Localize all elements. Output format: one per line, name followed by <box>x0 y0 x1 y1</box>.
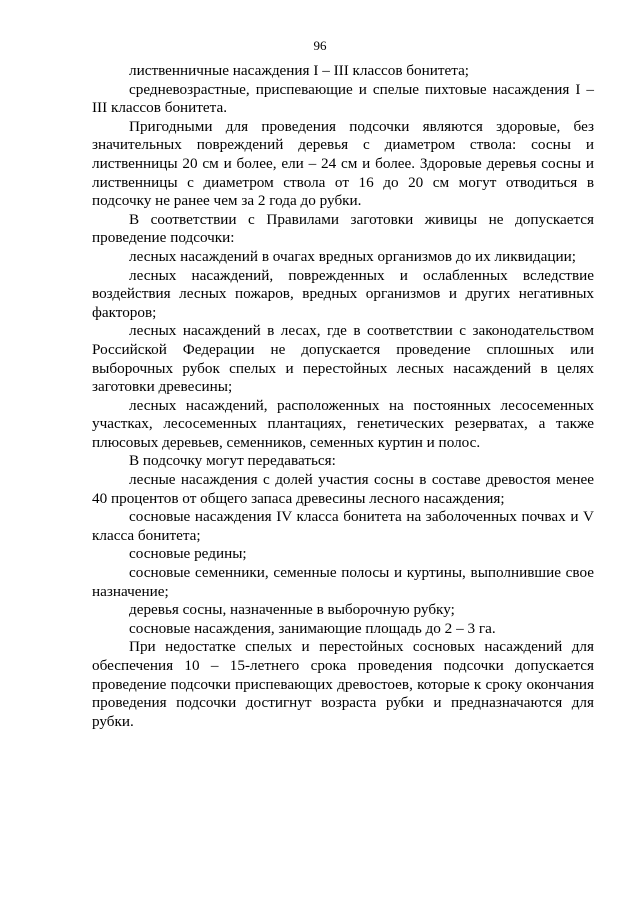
paragraph: лесных насаждений в очагах вредных организмов до их ликвидации; <box>129 247 576 265</box>
paragraph: средневозрастные, приспевающие и спелые пихтовые насаждения I – III классов бонитета. <box>92 80 594 117</box>
paragraph: лесных насаждений, поврежденных и ослабленных вследствие воздействия лесных пожаров, вредных организмов и других негативных факторов; <box>92 266 594 321</box>
paragraph: сосновые семенники, семенные полосы и куртины, выполнившие свое назначение; <box>92 564 594 600</box>
document-body <box>92 62 594 731</box>
paragraph: сосновые насаждения, занимающие площадь до 2 – 3 га. <box>129 619 496 637</box>
paragraph: лиственничные насаждения I – III классов бонитета; <box>129 62 470 79</box>
paragraph: лесных насаждений, расположенных на постоянных лесосеменных участках, лесосеменных плантациях, генетических резерватах, а также плюсовых деревьев, семенников, семенных куртин и полос. <box>92 396 594 451</box>
paragraph: Пригодными для проведения подсочки являются здоровые, без значительных повреждений деревья с диаметром ствола: сосны и лиственницы 20 см и более, ели – 24 см и более. Здоровые деревья сосны и лиственницы с диаметром ствола от 16 до 20 см могут отводиться в подсочку не ранее чем за 2 года до рубки. <box>92 117 594 210</box>
paragraph: сосновые насаждения IV класса бонитета на заболоченных почвах и V класса бонитета; <box>92 508 594 544</box>
paragraph: сосновые редины; <box>129 545 247 563</box>
paragraph: лесные насаждения с долей участия сосны в составе древостоя менее 40 процентов от общего запаса древесины лесного насаждения; <box>92 471 594 507</box>
paragraph: В подсочку могут передаваться: <box>129 452 336 470</box>
page-number: 96 <box>313 38 327 53</box>
paragraph: В соответствии с Правилами заготовки живицы не допускается проведение подсочки: <box>92 210 594 247</box>
paragraph: деревья сосны, назначенные в выборочную рубку; <box>129 601 455 619</box>
paragraph: При недостатке спелых и перестойных сосновых насаждений для обеспечения 10 – 15-летнего срока проведения подсочки допускается проведение подсочки приспевающих древостоев, которые к сроку окончания проведения подсочки достигнут возраста рубки и предназначаются для рубки. <box>92 638 594 730</box>
paragraph: лесных насаждений в лесах, где в соответствии с законодательством Российской Федерации не допускается проведение сплошных или выборочных рубок спелых и перестойных лесных насаждений в целях заготовки древесины; <box>92 322 594 396</box>
